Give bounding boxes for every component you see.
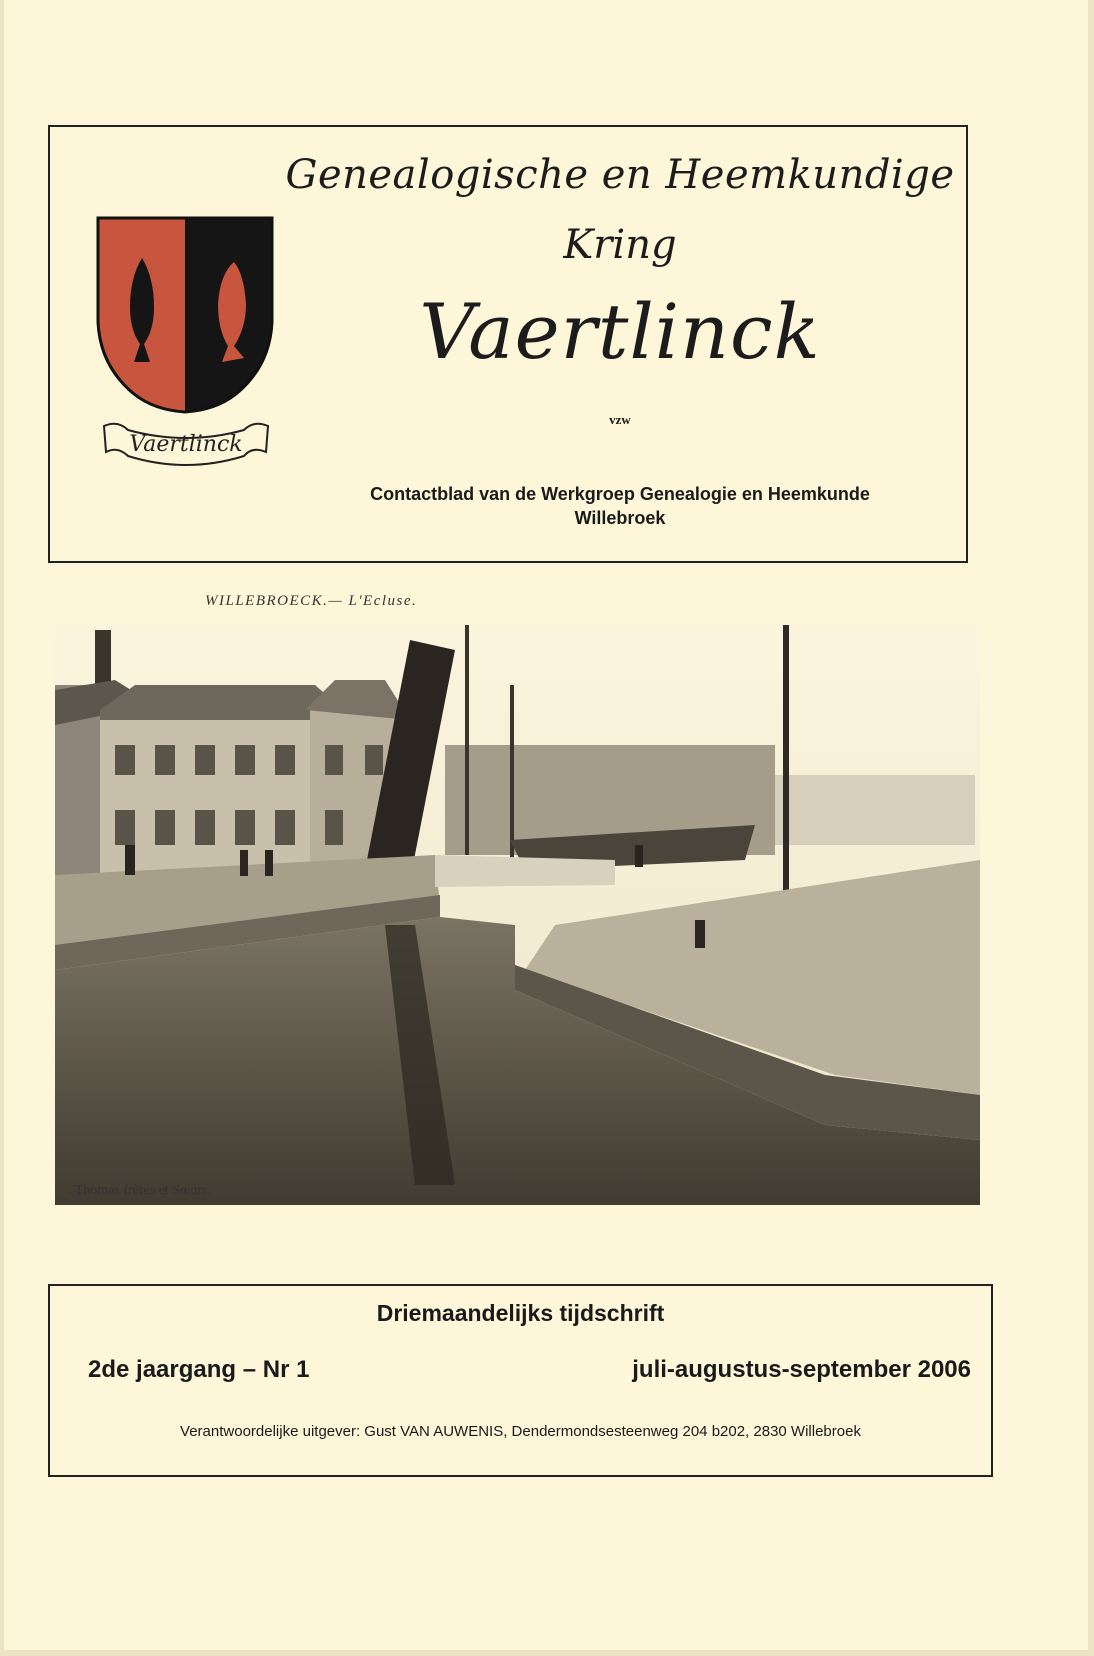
issue-info-box: [48, 1284, 993, 1477]
contact-subtitle: [290, 482, 950, 530]
society-name-line1: Genealogische en Heemkundige: [285, 152, 955, 198]
contact-line1: Contactblad van de Werkgroep Genealogie en Heemkunde: [370, 484, 870, 504]
society-name-main: Vaertlinck: [419, 287, 821, 376]
coat-of-arms: [94, 212, 276, 474]
historic-photo: [55, 625, 980, 1205]
contact-line2: Willebroek: [574, 508, 666, 528]
photo-credit: . Thomas frères et Sœurs.: [68, 1183, 211, 1198]
society-name-line2: Kring: [563, 222, 677, 268]
volume-number: 2de jaargang – Nr 1: [88, 1356, 310, 1383]
photo-caption: WILLEBROECK.— L'Ecluse.: [205, 593, 418, 609]
responsible-publisher: Verantwoordelijke uitgever: Gust VAN AUWENIS, Dendermondsesteenweg 204 b202, 2830 Willebroek: [180, 1423, 861, 1440]
publication-type: Driemaandelijks tijdschrift: [376, 1300, 665, 1326]
legal-form: vzw: [609, 412, 631, 427]
crest-motto: Vaertlinck: [129, 432, 243, 457]
masthead-box: [48, 125, 968, 563]
issue-period: juli-augustus-september 2006: [632, 1356, 971, 1383]
